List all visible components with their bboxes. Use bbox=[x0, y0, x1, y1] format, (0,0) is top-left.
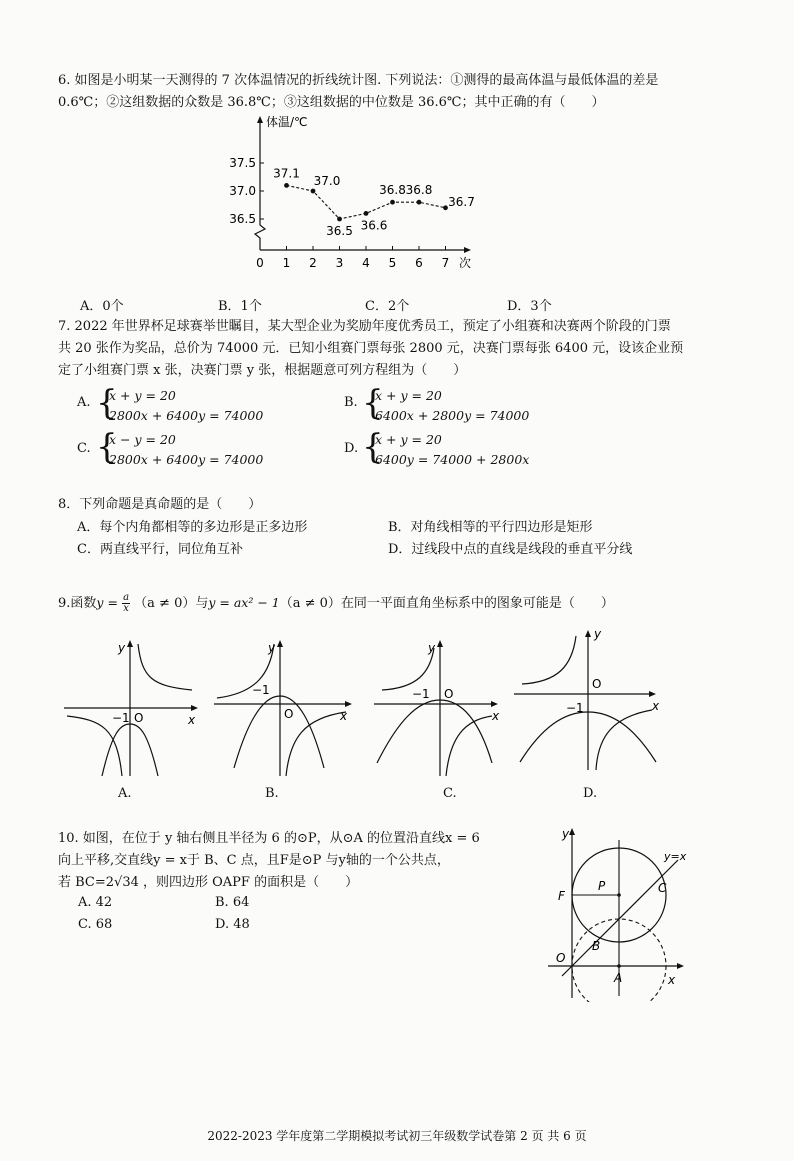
q7-option-c[interactable] bbox=[77, 441, 91, 456]
q9-graph-a-hyperbola-q1 bbox=[138, 644, 192, 690]
q10-label-y: y bbox=[562, 827, 570, 841]
q6-data-label: 36.8 bbox=[405, 183, 433, 198]
q7-option-c-system bbox=[109, 430, 263, 470]
q6-x-tick-label: 4 bbox=[362, 256, 370, 270]
q10-point-a bbox=[617, 964, 621, 968]
q10-line3: 若 BC=2√34 ，则四边形 OAPF 的面积是（ ） bbox=[58, 875, 359, 890]
q6-x-arrow bbox=[464, 247, 471, 253]
q9-fraction bbox=[122, 593, 130, 614]
q10-label-o: O bbox=[556, 951, 566, 965]
q7-option-a-eq1: x + y = 20 bbox=[109, 388, 176, 403]
q6-data-point bbox=[417, 200, 422, 205]
q9-suffix: 在同一平面直角坐标系中的图象可能是（ ） bbox=[340, 596, 614, 611]
q6-option-b[interactable]: B．1个 bbox=[218, 299, 262, 314]
q10-option-b[interactable]: B. 64 bbox=[215, 895, 250, 910]
q9-graph-a bbox=[62, 628, 202, 778]
q9-graph-d-x-arrow bbox=[649, 691, 656, 697]
q10-label-b: B bbox=[592, 939, 601, 953]
q10-option-c[interactable]: C. 68 bbox=[78, 917, 113, 932]
q6-stem-line2: 0.6℃；②这组数据的众数是 36.8℃；③这组数据的中位数是 36.6℃；其中正确的有（ ） bbox=[58, 95, 605, 110]
q9-graph-b-parabola bbox=[234, 696, 324, 768]
q9-graph-c bbox=[372, 628, 512, 778]
q6-option-c[interactable]: C．2个 bbox=[365, 299, 410, 314]
q6-data-label: 36.6 bbox=[360, 218, 388, 233]
q10-y-arrow bbox=[569, 828, 575, 835]
q7-option-d-eq1: x + y = 20 bbox=[375, 432, 442, 447]
q6-data-label: 36.8 bbox=[379, 183, 406, 198]
q6-y-axis bbox=[255, 120, 265, 250]
page-footer: 2022-2023 学年度第二学期模拟考试初三年级数学试卷第 2 页 共 6 页 bbox=[207, 1129, 587, 1143]
q6-data-point bbox=[284, 183, 289, 188]
q6-y-arrow bbox=[257, 116, 263, 123]
q7-option-c-label: C. bbox=[77, 441, 91, 456]
q9-graph-a-x-label: x bbox=[188, 713, 196, 727]
q6-y-tick-label: 37.5 bbox=[229, 156, 256, 170]
q9-prefix: 9.函数 bbox=[58, 596, 97, 611]
q8-option-b[interactable]: B．对角线相等的平行四边形是矩形 bbox=[388, 520, 593, 535]
q7-option-c-eq2: 2800x + 6400y = 74000 bbox=[109, 452, 264, 467]
q6-y-tick-label: 37.0 bbox=[229, 184, 256, 198]
q7-option-a-eq2: 2800x + 6400y = 74000 bbox=[109, 408, 264, 423]
q7-option-b-label: B. bbox=[344, 395, 358, 410]
q10-line1: 10. 如图，在位于 y 轴右侧且半径为 6 的⊙P，从⊙A 的位置沿直线x = 6 bbox=[58, 831, 480, 846]
q6-data-label: 37.0 bbox=[313, 174, 341, 188]
q6-option-d[interactable]: D．3个 bbox=[507, 299, 552, 314]
q7-stem-line3: 定了小组赛门票 x 张，决赛门票 y 张，根据题意可列方程组为（ ） bbox=[58, 363, 467, 378]
q6-option-a[interactable]: A．0个 bbox=[80, 299, 124, 314]
q9-graph-d-hyperbola-q4 bbox=[596, 710, 652, 770]
q6-x-tick-label: 6 bbox=[415, 256, 423, 270]
q9-graph-d bbox=[512, 622, 672, 772]
q7-option-b-system bbox=[375, 386, 529, 426]
q9-graph-b-x-label: x bbox=[340, 709, 348, 723]
q6-data-label: 36.7 bbox=[448, 194, 475, 209]
q7-option-a-label: A. bbox=[77, 395, 91, 410]
q9-graph-a-x-arrow bbox=[191, 705, 198, 711]
q9-graph-d-y-label: y bbox=[594, 627, 602, 641]
q8-stem: 8．下列命题是真命题的是（ ） bbox=[58, 497, 262, 512]
q7-option-b-eq2: 6400x + 2800y = 74000 bbox=[375, 408, 530, 423]
q9-graph-d-y-arrow bbox=[585, 630, 591, 637]
q6-data-point bbox=[311, 189, 316, 194]
q7-option-d[interactable] bbox=[344, 441, 358, 456]
q10-label-x: x bbox=[668, 973, 676, 987]
q7-stem-line2: 共 20 张作为奖品，总价为 74000 元．已知小组赛门票每张 2800 元，决赛门票每张 6400 元，设该企业预 bbox=[58, 341, 684, 356]
q10-option-d[interactable]: D. 48 bbox=[215, 917, 250, 932]
q7-option-a-brace: { bbox=[96, 383, 118, 423]
q9-graph-a-origin: O bbox=[134, 711, 144, 725]
q8-option-a[interactable]: A．每个内角都相等的多边形是正多边形 bbox=[77, 520, 308, 535]
q7-option-d-label: D. bbox=[344, 441, 359, 456]
q7-option-b-brace: { bbox=[362, 383, 384, 423]
q8-option-c[interactable]: C．两直线平行，同位角互补 bbox=[77, 542, 243, 557]
q6-data-label: 36.5 bbox=[326, 224, 353, 238]
q6-line-chart bbox=[222, 112, 492, 272]
q9-f1-cond: （a ≠ 0）与 bbox=[134, 596, 209, 611]
q6-y-axis-label: 体温/℃ bbox=[266, 115, 308, 129]
q9-fraction-denominator: x bbox=[123, 603, 129, 614]
q10-label-a: A bbox=[614, 971, 623, 985]
q6-x-tick-label: 1 bbox=[282, 256, 291, 270]
q10-figure bbox=[540, 822, 700, 1002]
q9-graph-d-minus-one: −1 bbox=[566, 701, 584, 715]
q10-label-line: y=x bbox=[664, 850, 687, 863]
q10-point-p bbox=[617, 893, 621, 897]
q6-x-tick-label: 3 bbox=[335, 256, 344, 270]
q9-option-c[interactable]: C. bbox=[443, 786, 457, 801]
q6-x-tick-label: 5 bbox=[388, 256, 397, 270]
q6-y-tick-label: 36.5 bbox=[229, 212, 256, 226]
q9-graph-b-minus-one: −1 bbox=[252, 683, 270, 697]
q9-graph-c-minus-one: −1 bbox=[412, 687, 430, 701]
q7-option-a[interactable] bbox=[77, 395, 91, 410]
q10-label-c: C bbox=[658, 881, 667, 895]
q6-data-point bbox=[390, 200, 395, 205]
q9-graph-c-origin: O bbox=[444, 687, 454, 701]
q7-stem-line1: 7. 2022 年世界杯足球赛举世瞩目，某大型企业为奖励年度优秀员工，预定了小组赛和决赛两个阶段的门票 bbox=[58, 319, 671, 334]
q9-f2-cond: （a ≠ 0） bbox=[279, 596, 341, 611]
q9-graph-c-y-arrow bbox=[437, 640, 443, 647]
q9-graph-b-origin: O bbox=[284, 707, 294, 721]
q7-option-a-system bbox=[109, 386, 263, 426]
q10-option-a[interactable]: A. 42 bbox=[78, 895, 113, 910]
q9-graph-c-x-arrow bbox=[491, 701, 498, 707]
q10-label-p: P bbox=[598, 879, 606, 893]
q10-x-arrow bbox=[677, 963, 684, 969]
q6-x-tick-label: 0 bbox=[256, 256, 264, 270]
q9-f1-left: y = bbox=[96, 595, 118, 610]
q9-graph-b bbox=[212, 628, 362, 778]
q6-x-axis-label: 次 bbox=[459, 256, 472, 270]
q9-graph-b-y-label: y bbox=[268, 641, 276, 655]
q9-graph-c-parabola bbox=[377, 700, 492, 763]
q7-option-b[interactable] bbox=[344, 395, 358, 410]
q9-graph-d-origin: O bbox=[592, 677, 602, 691]
q9-graph-b-hyperbola-q4 bbox=[286, 712, 346, 776]
q7-option-d-eq2: 6400y = 74000 + 2800x bbox=[375, 452, 530, 467]
q9-graph-a-minus-one: −1 bbox=[112, 711, 130, 725]
q6-data-point bbox=[364, 211, 369, 216]
q9-graph-d-x-label: x bbox=[652, 699, 660, 713]
q9-f2: y = ax² − 1 bbox=[208, 595, 280, 610]
q7-option-c-eq1: x − y = 20 bbox=[109, 432, 176, 447]
q9-graph-c-x-label: x bbox=[492, 709, 500, 723]
q9-option-d[interactable]: D. bbox=[583, 786, 598, 801]
q9-option-b[interactable]: B. bbox=[265, 786, 279, 801]
q7-option-c-brace: { bbox=[96, 427, 118, 467]
q9-graph-b-y-arrow bbox=[277, 640, 283, 647]
q9-graph-d-hyperbola-q2 bbox=[522, 636, 576, 684]
q9-graph-a-y-label: y bbox=[118, 641, 126, 655]
q6-data-label: 37.1 bbox=[273, 166, 300, 181]
q7-option-d-system bbox=[375, 430, 529, 470]
q9-graph-a-hyperbola-q3 bbox=[67, 716, 122, 776]
q9-option-a[interactable]: A. bbox=[118, 786, 132, 801]
q9-graph-c-hyperbola-q4 bbox=[446, 716, 492, 776]
q9-graph-c-y-label: y bbox=[428, 641, 436, 655]
q6-stem-line1: 6. 如图是小明某一天测得的 7 次体温情况的折线统计图. 下列说法：①测得的最高体温与最低体温的差是 bbox=[58, 73, 659, 88]
q6-x-tick-label: 2 bbox=[309, 256, 317, 270]
q6-data-point bbox=[337, 217, 342, 222]
q10-label-f: F bbox=[558, 889, 565, 903]
q9-graph-a-y-arrow bbox=[127, 640, 133, 647]
q9-graph-c-hyperbola-q2 bbox=[382, 648, 434, 690]
q6-x-tick-label: 7 bbox=[441, 256, 450, 270]
q9-fraction-numerator: a bbox=[123, 592, 130, 603]
q9-stem bbox=[58, 592, 614, 615]
q7-option-d-brace: { bbox=[362, 427, 384, 467]
q8-option-d[interactable]: D．过线段中点的直线是线段的垂直平分线 bbox=[388, 542, 633, 557]
q9-graph-b-x-arrow bbox=[345, 701, 352, 707]
q7-option-b-eq1: x + y = 20 bbox=[375, 388, 442, 403]
q10-line2: 向上平移,交直线y = x于 B、C 点，且F是⊙P 与y轴的一个公共点， bbox=[58, 853, 450, 868]
